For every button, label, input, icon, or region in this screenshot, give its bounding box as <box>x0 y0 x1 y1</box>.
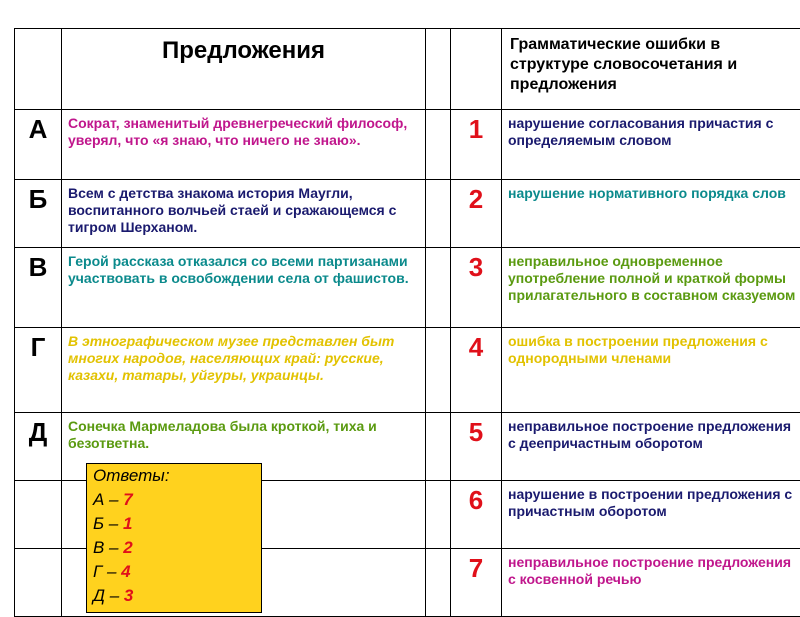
error-text: нарушение нормативного порядка слов <box>502 180 800 248</box>
table-row <box>15 328 800 413</box>
error-number: 7 <box>451 549 502 617</box>
answer-item <box>93 512 261 536</box>
answer-number: 7 <box>123 490 132 509</box>
spacer-cell <box>426 481 451 549</box>
answers-list <box>93 488 261 608</box>
answer-number: 1 <box>123 514 132 533</box>
sentence-text: Сонечка Мармеладова была кроткой, тиха и безответна. <box>62 413 426 481</box>
header-blank-cell <box>451 29 502 110</box>
error-text: неправильное построение предложения с деепричастным оборотом <box>502 413 800 481</box>
sentence-letter: Г <box>15 328 62 413</box>
spacer-cell <box>426 248 451 328</box>
sentence-letter: Б <box>15 180 62 248</box>
answer-letter: А – <box>93 490 123 509</box>
sentence-letter: В <box>15 248 62 328</box>
sentence-text: Всем с детства знакома история Маугли, воспитанного волчьей стаей и сражающемся с тигром Шерханом. <box>62 180 426 248</box>
sentence-text: Герой рассказа отказался со всеми партизанами участвовать в освобождении села от фашистов. <box>62 248 426 328</box>
sentence-text: Сократ, знаменитый древнегреческий философ, уверял, что «я знаю, что ничего не знаю». <box>62 110 426 180</box>
error-number: 5 <box>451 413 502 481</box>
sentence-text: В этнографическом музее представлен быт многих народов, населяющих край: русские, казахи, татары, уйгуры, украинцы. <box>62 328 426 413</box>
spacer-cell <box>426 180 451 248</box>
errors-header: Грамматические ошибки в структуре словосочетания и предложения <box>502 29 800 110</box>
sentences-header: Предложения <box>62 29 426 110</box>
error-text: неправильное построение предложения с косвенной речью <box>502 549 800 617</box>
answer-letter: В – <box>93 538 123 557</box>
error-number: 6 <box>451 481 502 549</box>
answers-box <box>86 463 262 613</box>
sentence-letter: А <box>15 110 62 180</box>
error-number: 4 <box>451 328 502 413</box>
answer-letter: Б – <box>93 514 123 533</box>
error-number: 1 <box>451 110 502 180</box>
header-blank-cell <box>15 29 62 110</box>
answer-item <box>93 536 261 560</box>
answer-item <box>93 584 261 608</box>
table-row <box>15 248 800 328</box>
spacer-cell <box>426 328 451 413</box>
spacer-cell <box>426 549 451 617</box>
empty-cell <box>15 549 62 617</box>
answer-number: 4 <box>121 562 130 581</box>
answer-letter: Г – <box>93 562 121 581</box>
error-text: нарушение согласования причастия с определяемым словом <box>502 110 800 180</box>
spacer-cell <box>426 29 451 110</box>
error-number: 2 <box>451 180 502 248</box>
table-row <box>15 110 800 180</box>
answer-number: 2 <box>123 538 132 557</box>
answers-title: Ответы: <box>93 464 261 488</box>
answer-letter: Д – <box>93 586 124 605</box>
table-row <box>15 180 800 248</box>
answer-number: 3 <box>124 586 133 605</box>
error-text: ошибка в построении предложения с однородными членами <box>502 328 800 413</box>
spacer-cell <box>426 413 451 481</box>
error-number: 3 <box>451 248 502 328</box>
spacer-cell <box>426 110 451 180</box>
error-text: неправильное одновременное употребление полной и краткой формы прилагательного в составном сказуемом <box>502 248 800 328</box>
sentence-letter: Д <box>15 413 62 481</box>
answer-item <box>93 560 261 584</box>
header-row <box>15 29 800 110</box>
answer-item <box>93 488 261 512</box>
empty-cell <box>15 481 62 549</box>
error-text: нарушение в построении предложения с причастным оборотом <box>502 481 800 549</box>
